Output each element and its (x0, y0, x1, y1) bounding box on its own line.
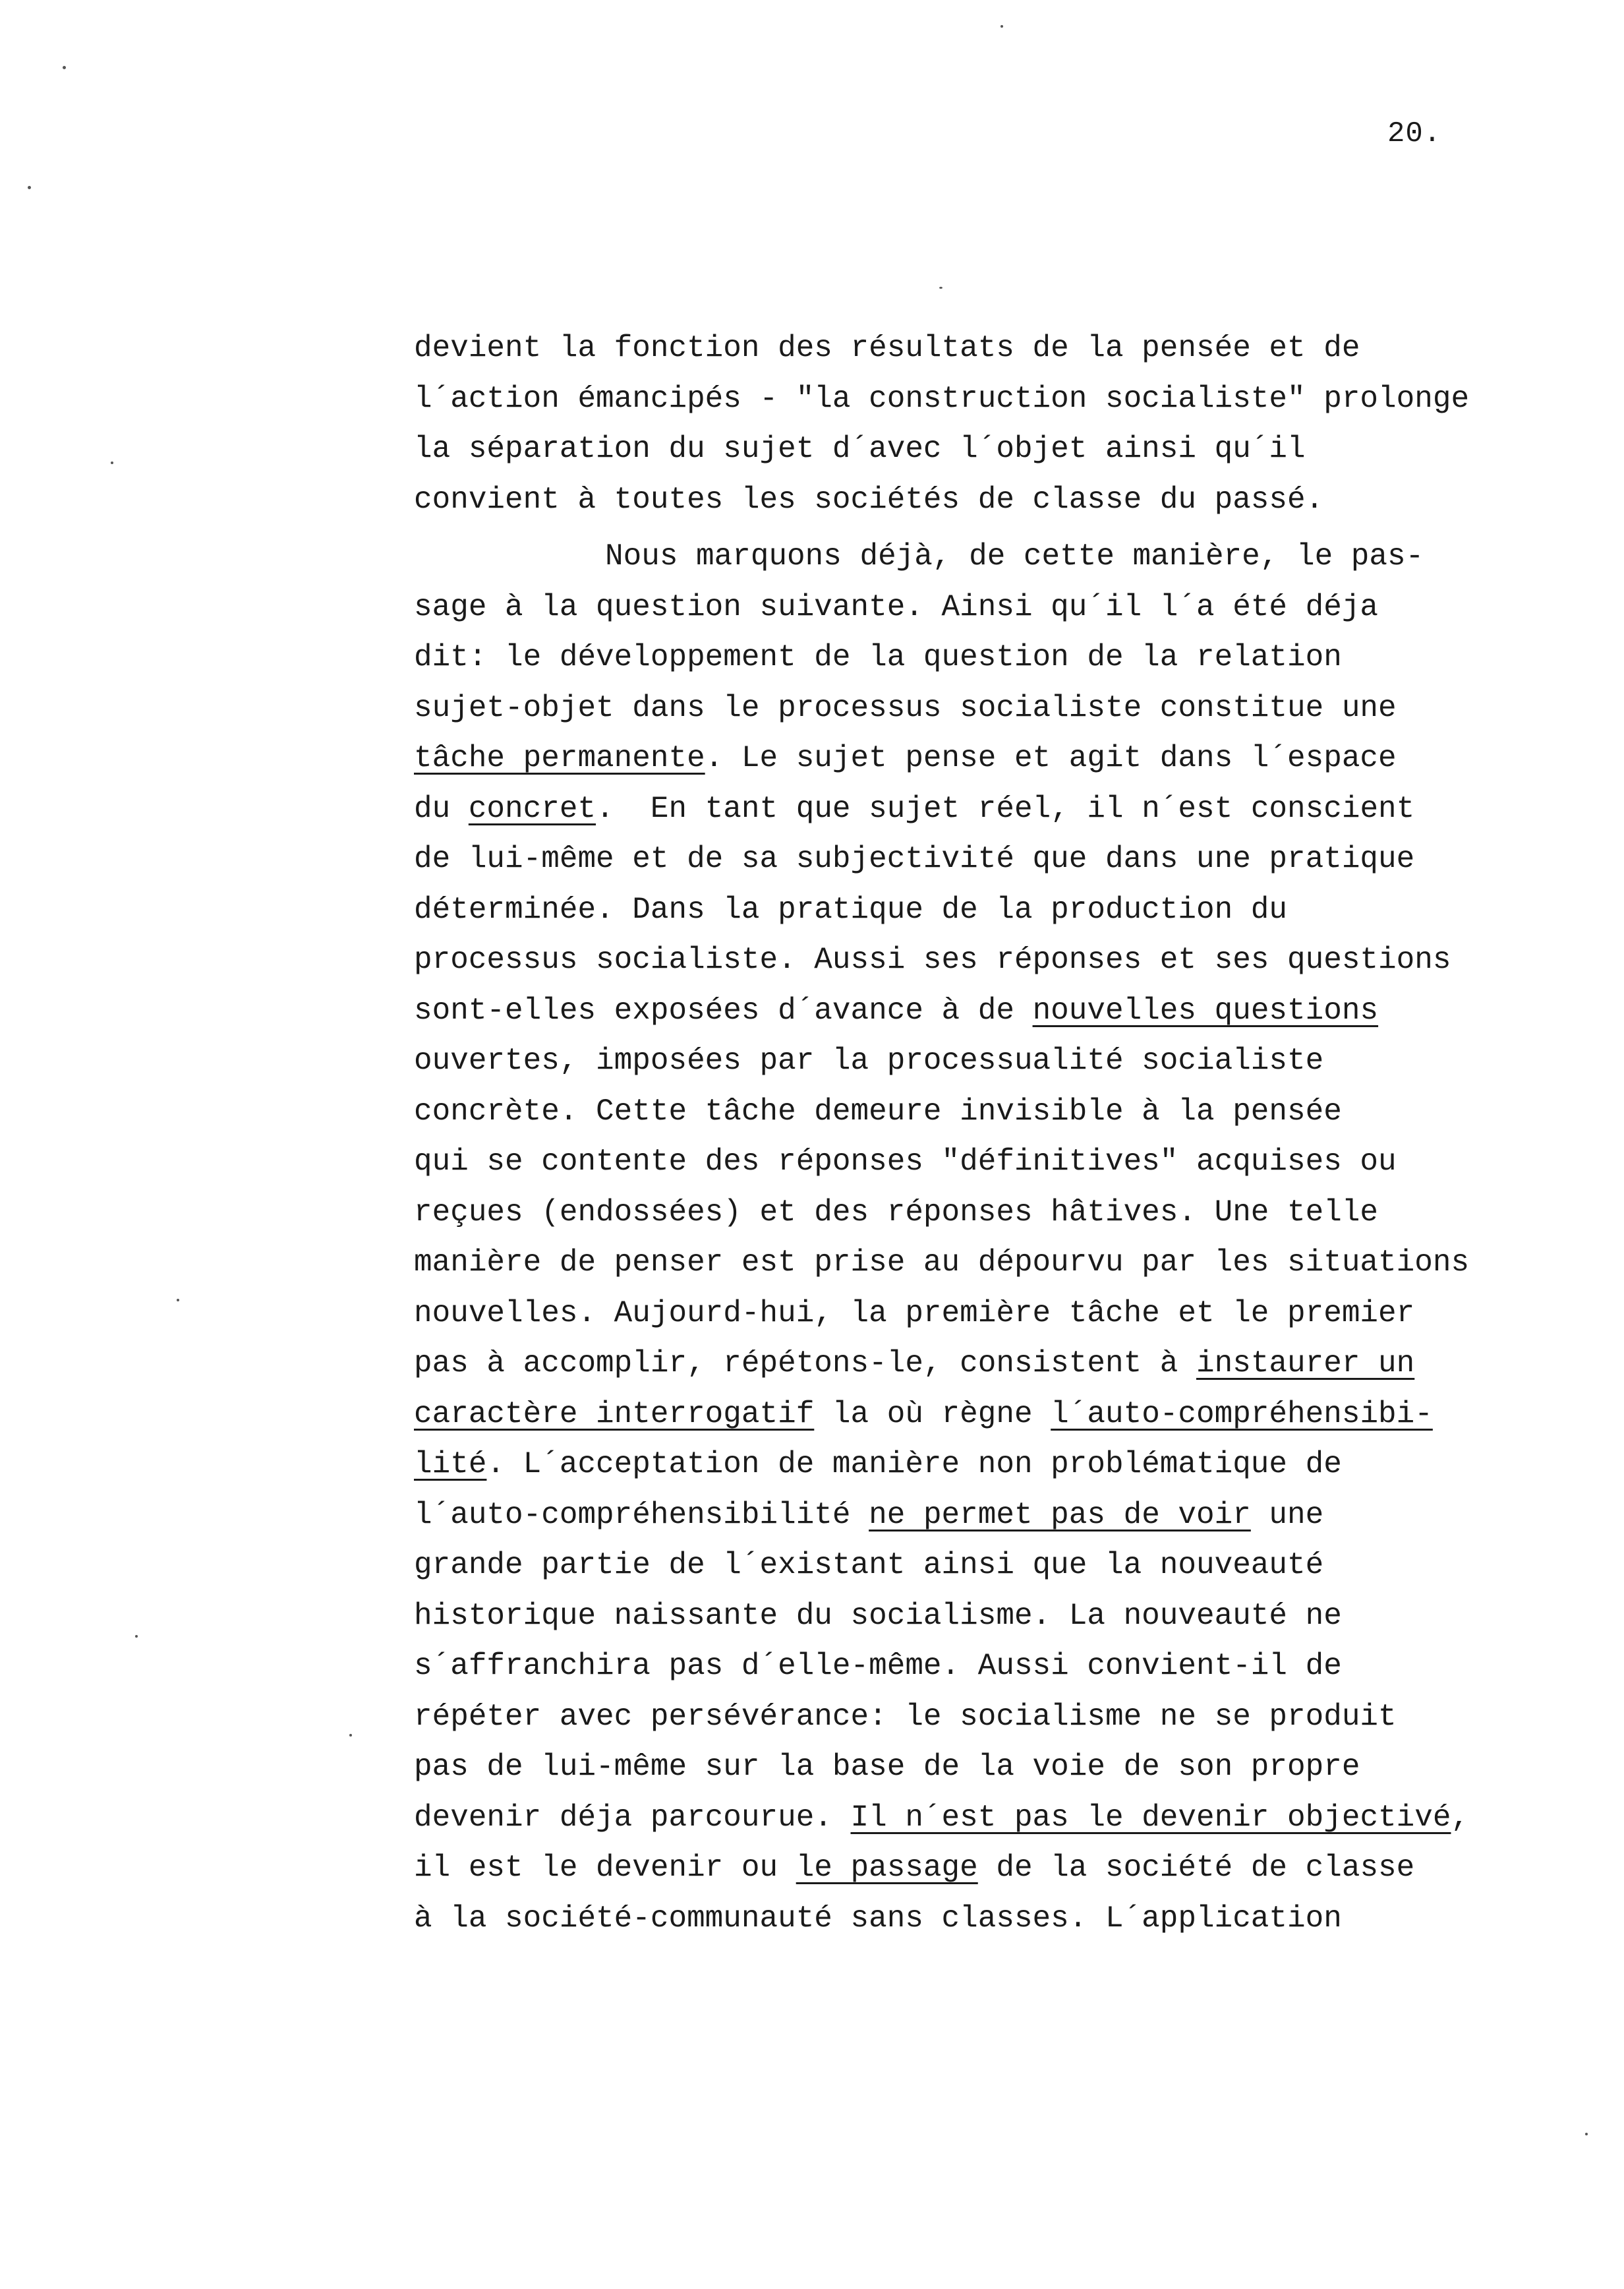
underlined-phrase: nouvelles questions (1032, 993, 1379, 1028)
text-run: processus socialiste. Aussi ses réponses et ses questions (414, 943, 1451, 977)
text-line (414, 1893, 1613, 1944)
text-run: dit: le développement de la question de la relation (414, 640, 1342, 674)
scan-speck (1000, 25, 1003, 28)
text-run: concrète. Cette tâche demeure invisible à la pensée (414, 1094, 1342, 1129)
text-line (414, 1439, 1613, 1490)
text-run: de lui-même et de sa subjectivité que dans une pratique (414, 842, 1415, 876)
text-line (414, 1187, 1613, 1238)
text-run: manière de penser est prise au dépourvu par les situations (414, 1245, 1470, 1280)
text-line (414, 1742, 1613, 1793)
text-run: , (1451, 1800, 1470, 1835)
text-line (414, 1137, 1613, 1187)
text-line (414, 1237, 1613, 1288)
text-run: sont-elles exposées d´avance à de (414, 993, 1033, 1028)
underlined-phrase: le passage (796, 1851, 978, 1885)
text-line (414, 531, 1613, 582)
page-number: 20. (1387, 117, 1442, 150)
text-line (414, 323, 1613, 374)
text-line (414, 1288, 1613, 1339)
underlined-phrase: caractère interrogatif (414, 1396, 815, 1431)
text-run: l´auto-compréhensibilité (414, 1497, 869, 1532)
scan-speck (177, 1299, 179, 1301)
underlined-phrase: l´auto-compréhensibi- (1051, 1396, 1433, 1431)
underlined-phrase: concret (468, 791, 596, 826)
text-run: ouvertes, imposées par la processualité socialiste (414, 1044, 1324, 1078)
text-line (414, 374, 1613, 425)
text-line (414, 1540, 1613, 1591)
scan-speck (135, 1635, 138, 1638)
text-line (414, 1843, 1613, 1893)
text-run: nouvelles. Aujourd-hui, la première tâche et le premier (414, 1295, 1415, 1330)
text-run: reçues (endossées) et des réponses hâtives. Une telle (414, 1195, 1379, 1230)
scan-speck (28, 186, 31, 189)
text-line (414, 733, 1613, 784)
text-run: devenir déja parcourue. (414, 1800, 851, 1835)
scan-speck (1585, 2133, 1588, 2135)
text-line (414, 1793, 1613, 1843)
text-line (414, 1490, 1613, 1541)
text-run: s´affranchira pas d´elle-même. Aussi convient-il de (414, 1649, 1342, 1683)
text-line (414, 834, 1613, 885)
text-run: déterminée. Dans la pratique de la production du (414, 892, 1288, 927)
text-run: convient à toutes les sociétés de classe du passé. (414, 482, 1324, 517)
text-run: à la société-communauté sans classes. L´application (414, 1901, 1342, 1936)
text-line (414, 1591, 1613, 1642)
text-line (414, 1641, 1613, 1692)
text-line (414, 1338, 1613, 1389)
underlined-phrase: tâche permanente (414, 741, 705, 775)
body-text (414, 323, 1613, 1944)
text-run: . En tant que sujet réel, il n´est conscient (596, 791, 1415, 826)
text-run: pas de lui-même sur la base de la voie de son propre (414, 1750, 1360, 1784)
text-run: la où règne (814, 1396, 1051, 1431)
scan-speck (349, 1734, 352, 1737)
text-run: . L´acceptation de manière non problématique de (486, 1447, 1342, 1481)
text-run: du (414, 791, 469, 826)
scan-speck (111, 461, 113, 464)
text-run: sage à la question suivante. Ainsi qu´il l´a été déja (414, 589, 1379, 624)
text-run: Nous marquons déjà, de cette manière, le pas- (605, 539, 1424, 574)
text-run: répéter avec persévérance: le socialisme ne se produit (414, 1699, 1397, 1734)
text-line (414, 475, 1613, 525)
text-run: la séparation du sujet d´avec l´objet ainsi qu´il (414, 432, 1306, 466)
text-run: qui se contente des réponses "définitives" acquises ou (414, 1144, 1397, 1179)
text-line (414, 935, 1613, 986)
text-line (414, 424, 1613, 475)
text-run: l´action émancipés - "la construction socialiste" prolonge (414, 381, 1470, 416)
text-run: historique naissante du socialisme. La nouveauté ne (414, 1598, 1342, 1633)
text-line (414, 885, 1613, 936)
underlined-phrase: lité (414, 1447, 487, 1481)
text-line (414, 1086, 1613, 1137)
scan-speck (939, 287, 942, 289)
underlined-phrase: ne permet pas de voir (869, 1497, 1251, 1532)
text-line (414, 784, 1613, 835)
underlined-phrase: instaurer un (1196, 1346, 1415, 1381)
text-run: grande partie de l´existant ainsi que la nouveauté (414, 1548, 1324, 1582)
text-run: une (1250, 1497, 1324, 1532)
underlined-phrase: Il n´est pas le devenir objectivé (850, 1800, 1451, 1835)
scan-speck (63, 66, 66, 69)
text-run: de la société de classe (977, 1851, 1415, 1885)
text-run: pas à accomplir, répétons-le, consistent à (414, 1346, 1196, 1381)
text-run: sujet-objet dans le processus socialiste constitue une (414, 690, 1397, 725)
text-run: devient la fonction des résultats de la pensée et de (414, 331, 1360, 365)
text-line (414, 1389, 1613, 1440)
text-run: il est le devenir ou (414, 1851, 796, 1885)
text-line (414, 986, 1613, 1036)
text-line (414, 582, 1613, 633)
text-line (414, 1692, 1613, 1742)
text-line (414, 1036, 1613, 1086)
text-line (414, 632, 1613, 683)
text-line (414, 683, 1613, 734)
text-run: . Le sujet pense et agit dans l´espace (705, 741, 1397, 775)
